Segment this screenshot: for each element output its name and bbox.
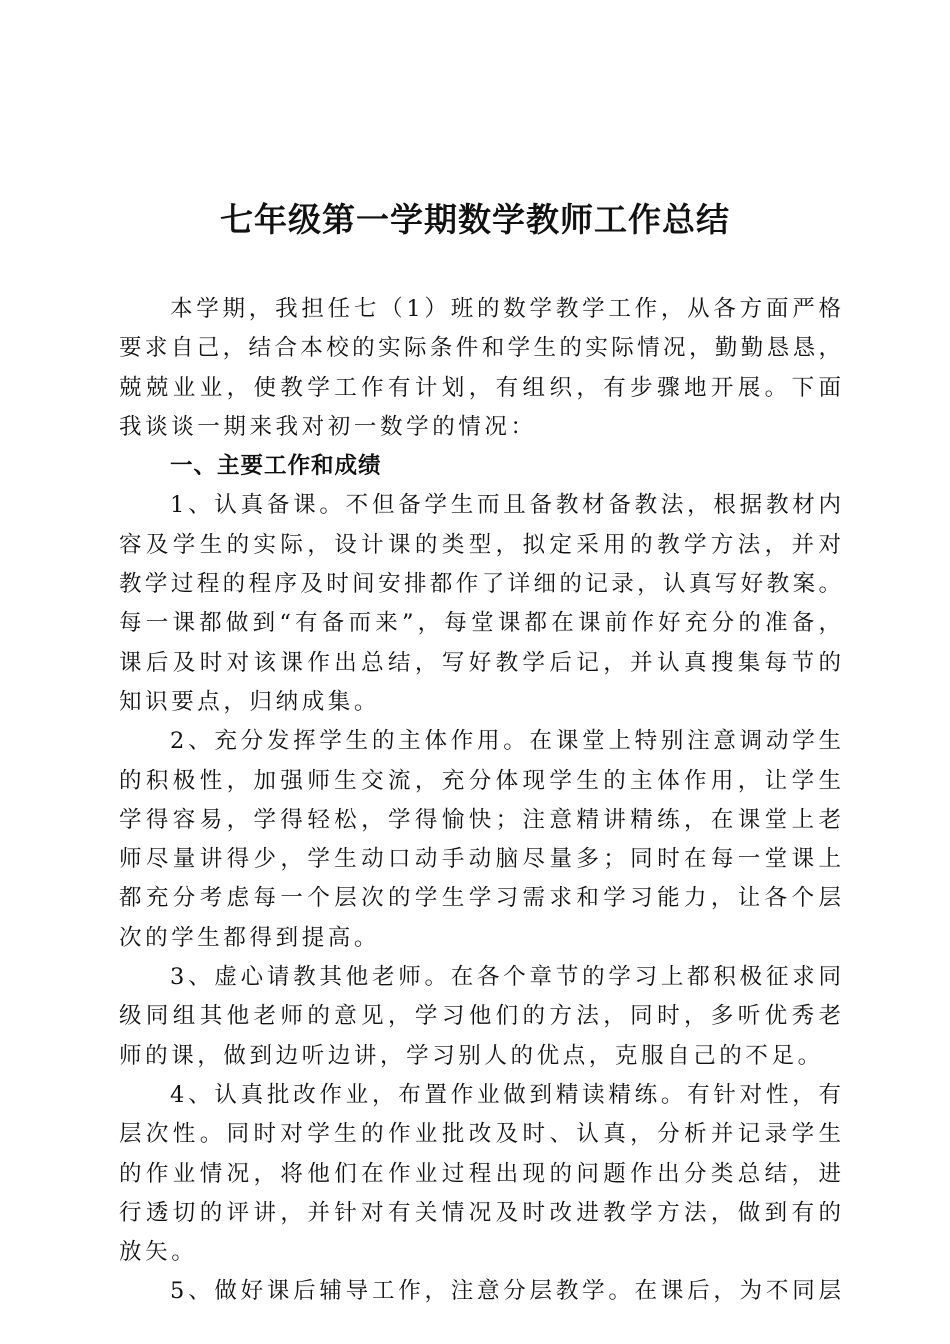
- paragraph-line: 每一课都做到“有备而来”，每堂课都在课前作好充分的准备，: [119, 610, 841, 637]
- paragraph-line: 次的学生都得到提高。: [119, 924, 381, 951]
- paragraph-line: 师的课，做到边听边讲，学习别人的优点，克服自己的不足。: [119, 1042, 824, 1069]
- paragraph-line: 知识要点，归纳成集。: [119, 688, 381, 715]
- paragraph-line: 本学期，我担任七（1）班的数学教学工作，从各方面严格: [170, 296, 841, 322]
- document-title: 七年级第一学期数学教师工作总结: [220, 200, 730, 239]
- document-body: [119, 290, 841, 1312]
- paragraph-line: 我谈谈一期来我对初一数学的情况：: [119, 413, 537, 440]
- paragraph-line: 都充分考虑每一个层次的学生学习需求和学习能力，让各个层: [119, 885, 841, 912]
- paragraph-line: 2、充分发挥学生的主体作用。在课堂上特别注意调动学生: [170, 728, 841, 755]
- paragraph-line: 4、认真批改作业，布置作业做到精读精练。有针对性，有: [170, 1081, 841, 1108]
- paragraph-line: 教学过程的程序及时间安排都作了详细的记录，认真写好教案。: [119, 571, 841, 598]
- paragraph-line: 层次性。同时对学生的作业批改及时、认真，分析并记录学生: [119, 1121, 841, 1148]
- paragraph-line: 行透切的评讲，并针对有关情况及时改进教学方法，做到有的: [119, 1199, 841, 1226]
- paragraph-line: 课后及时对该课作出总结，写好教学后记，并认真搜集每节的: [119, 649, 841, 676]
- paragraph-line: 的积极性，加强师生交流，充分体现学生的主体作用，让学生: [119, 767, 841, 794]
- section-heading: 一、主要工作和成绩: [170, 453, 382, 480]
- paragraph-line: 级同组其他老师的意见，学习他们的方法，同时，多听优秀老: [119, 1003, 841, 1030]
- paragraph-line: 容及学生的实际，设计课的类型，拟定采用的教学方法，并对: [119, 531, 841, 558]
- paragraph-line: 5、做好课后辅导工作，注意分层教学。在课后，为不同层: [170, 1278, 841, 1305]
- paragraph-line: 放矢。: [119, 1239, 198, 1266]
- paragraph-line: 兢兢业业，使教学工作有计划，有组织，有步骤地开展。下面: [119, 374, 841, 401]
- paragraph-line: 要求自己，结合本校的实际条件和学生的实际情况，勤勤恳恳，: [119, 335, 841, 362]
- paragraph-line: 师尽量讲得少，学生动口动手动脑尽量多；同时在每一堂课上: [119, 846, 841, 873]
- paragraph-line: 学得容易，学得轻松，学得愉快；注意精讲精练，在课堂上老: [119, 806, 841, 833]
- paragraph-line: 3、虚心请教其他老师。在各个章节的学习上都积极征求同: [170, 964, 841, 991]
- paragraph-line: 的作业情况，将他们在作业过程出现的问题作出分类总结，进: [119, 1160, 841, 1187]
- paragraph-line: 1、认真备课。不但备学生而且备教材备教法，根据教材内: [170, 492, 841, 519]
